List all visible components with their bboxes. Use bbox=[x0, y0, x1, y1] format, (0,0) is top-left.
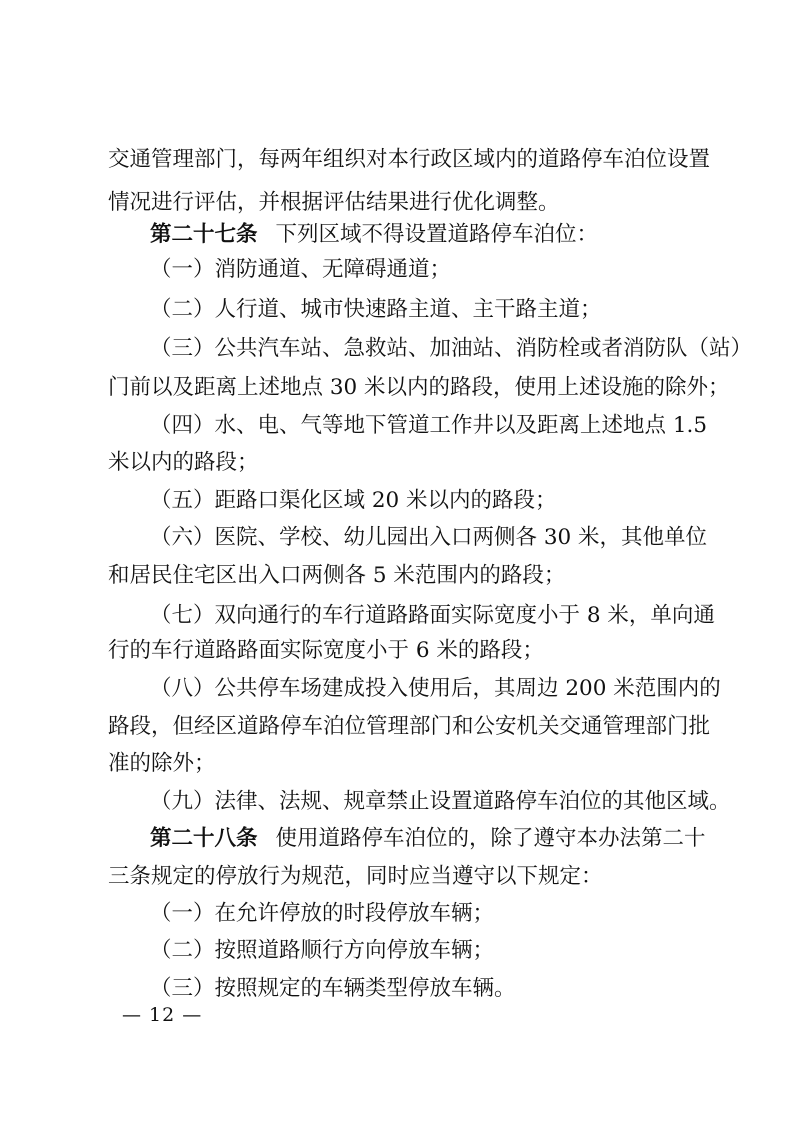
list-item-8-continued: 准的除外； bbox=[108, 751, 216, 776]
article-28-line bbox=[150, 819, 706, 859]
paragraph-line: 情况进行评估，并根据评估结果进行优化调整。 bbox=[108, 190, 560, 215]
list-item-6: （六）医院、学校、幼儿园出入口两侧各 30 米，其他单位 bbox=[150, 525, 708, 550]
list-item-4-continued: 米以内的路段； bbox=[108, 450, 259, 475]
list-item-4: （四）水、电、气等地下管道工作井以及距离上述地点 1.5 bbox=[150, 413, 708, 438]
article-27-heading: 第二十七条 bbox=[150, 222, 258, 247]
list-item-8-continued: 路段，但经区道路停车泊位管理部门和公安机关交通管理部门批 bbox=[108, 714, 711, 739]
list-item-2: （二）人行道、城市快速路主道、主干路主道； bbox=[150, 297, 602, 322]
list-item-7: （七）双向通行的车行道路路面实际宽度小于 8 米，单向通 bbox=[150, 603, 715, 628]
list-item-5: （五）距路口渠化区域 20 米以内的路段； bbox=[150, 488, 557, 513]
article-28-continued: 三条规定的停放行为规范，同时应当遵守以下规定： bbox=[108, 864, 603, 889]
article-28-text: 使用道路停车泊位的，除了遵守本办法第二十 bbox=[275, 826, 706, 851]
page-number: — 12 — bbox=[122, 1004, 203, 1026]
list-item-7-continued: 行的车行道路路面实际宽度小于 6 米的路段； bbox=[108, 638, 544, 663]
list-item-3: （三）公共汽车站、急救站、加油站、消防栓或者消防队（站） bbox=[150, 336, 753, 361]
rule-item-2: （二）按照道路顺行方向停放车辆； bbox=[150, 938, 495, 963]
rule-item-3: （三）按照规定的车辆类型停放车辆。 bbox=[150, 976, 516, 1001]
article-27-text: 下列区域不得设置道路停车泊位： bbox=[275, 222, 599, 247]
paragraph-line: 交通管理部门，每两年组织对本行政区域内的道路停车泊位设置 bbox=[108, 147, 711, 172]
list-item-9: （九）法律、法规、规章禁止设置道路停车泊位的其他区域。 bbox=[150, 789, 731, 814]
list-item-8: （八）公共停车场建成投入使用后，其周边 200 米范围内的 bbox=[150, 676, 721, 701]
list-item-3-continued: 门前以及距离上述地点 30 米以内的路段，使用上述设施的除外； bbox=[108, 375, 730, 400]
rule-item-1: （一）在允许停放的时段停放车辆； bbox=[150, 901, 495, 926]
list-item-6-continued: 和居民住宅区出入口两侧各 5 米范围内的路段； bbox=[108, 563, 566, 588]
article-28-heading: 第二十八条 bbox=[150, 826, 258, 851]
article-27-line bbox=[150, 215, 696, 255]
list-item-1: （一）消防通道、无障碍通道； bbox=[150, 257, 452, 282]
